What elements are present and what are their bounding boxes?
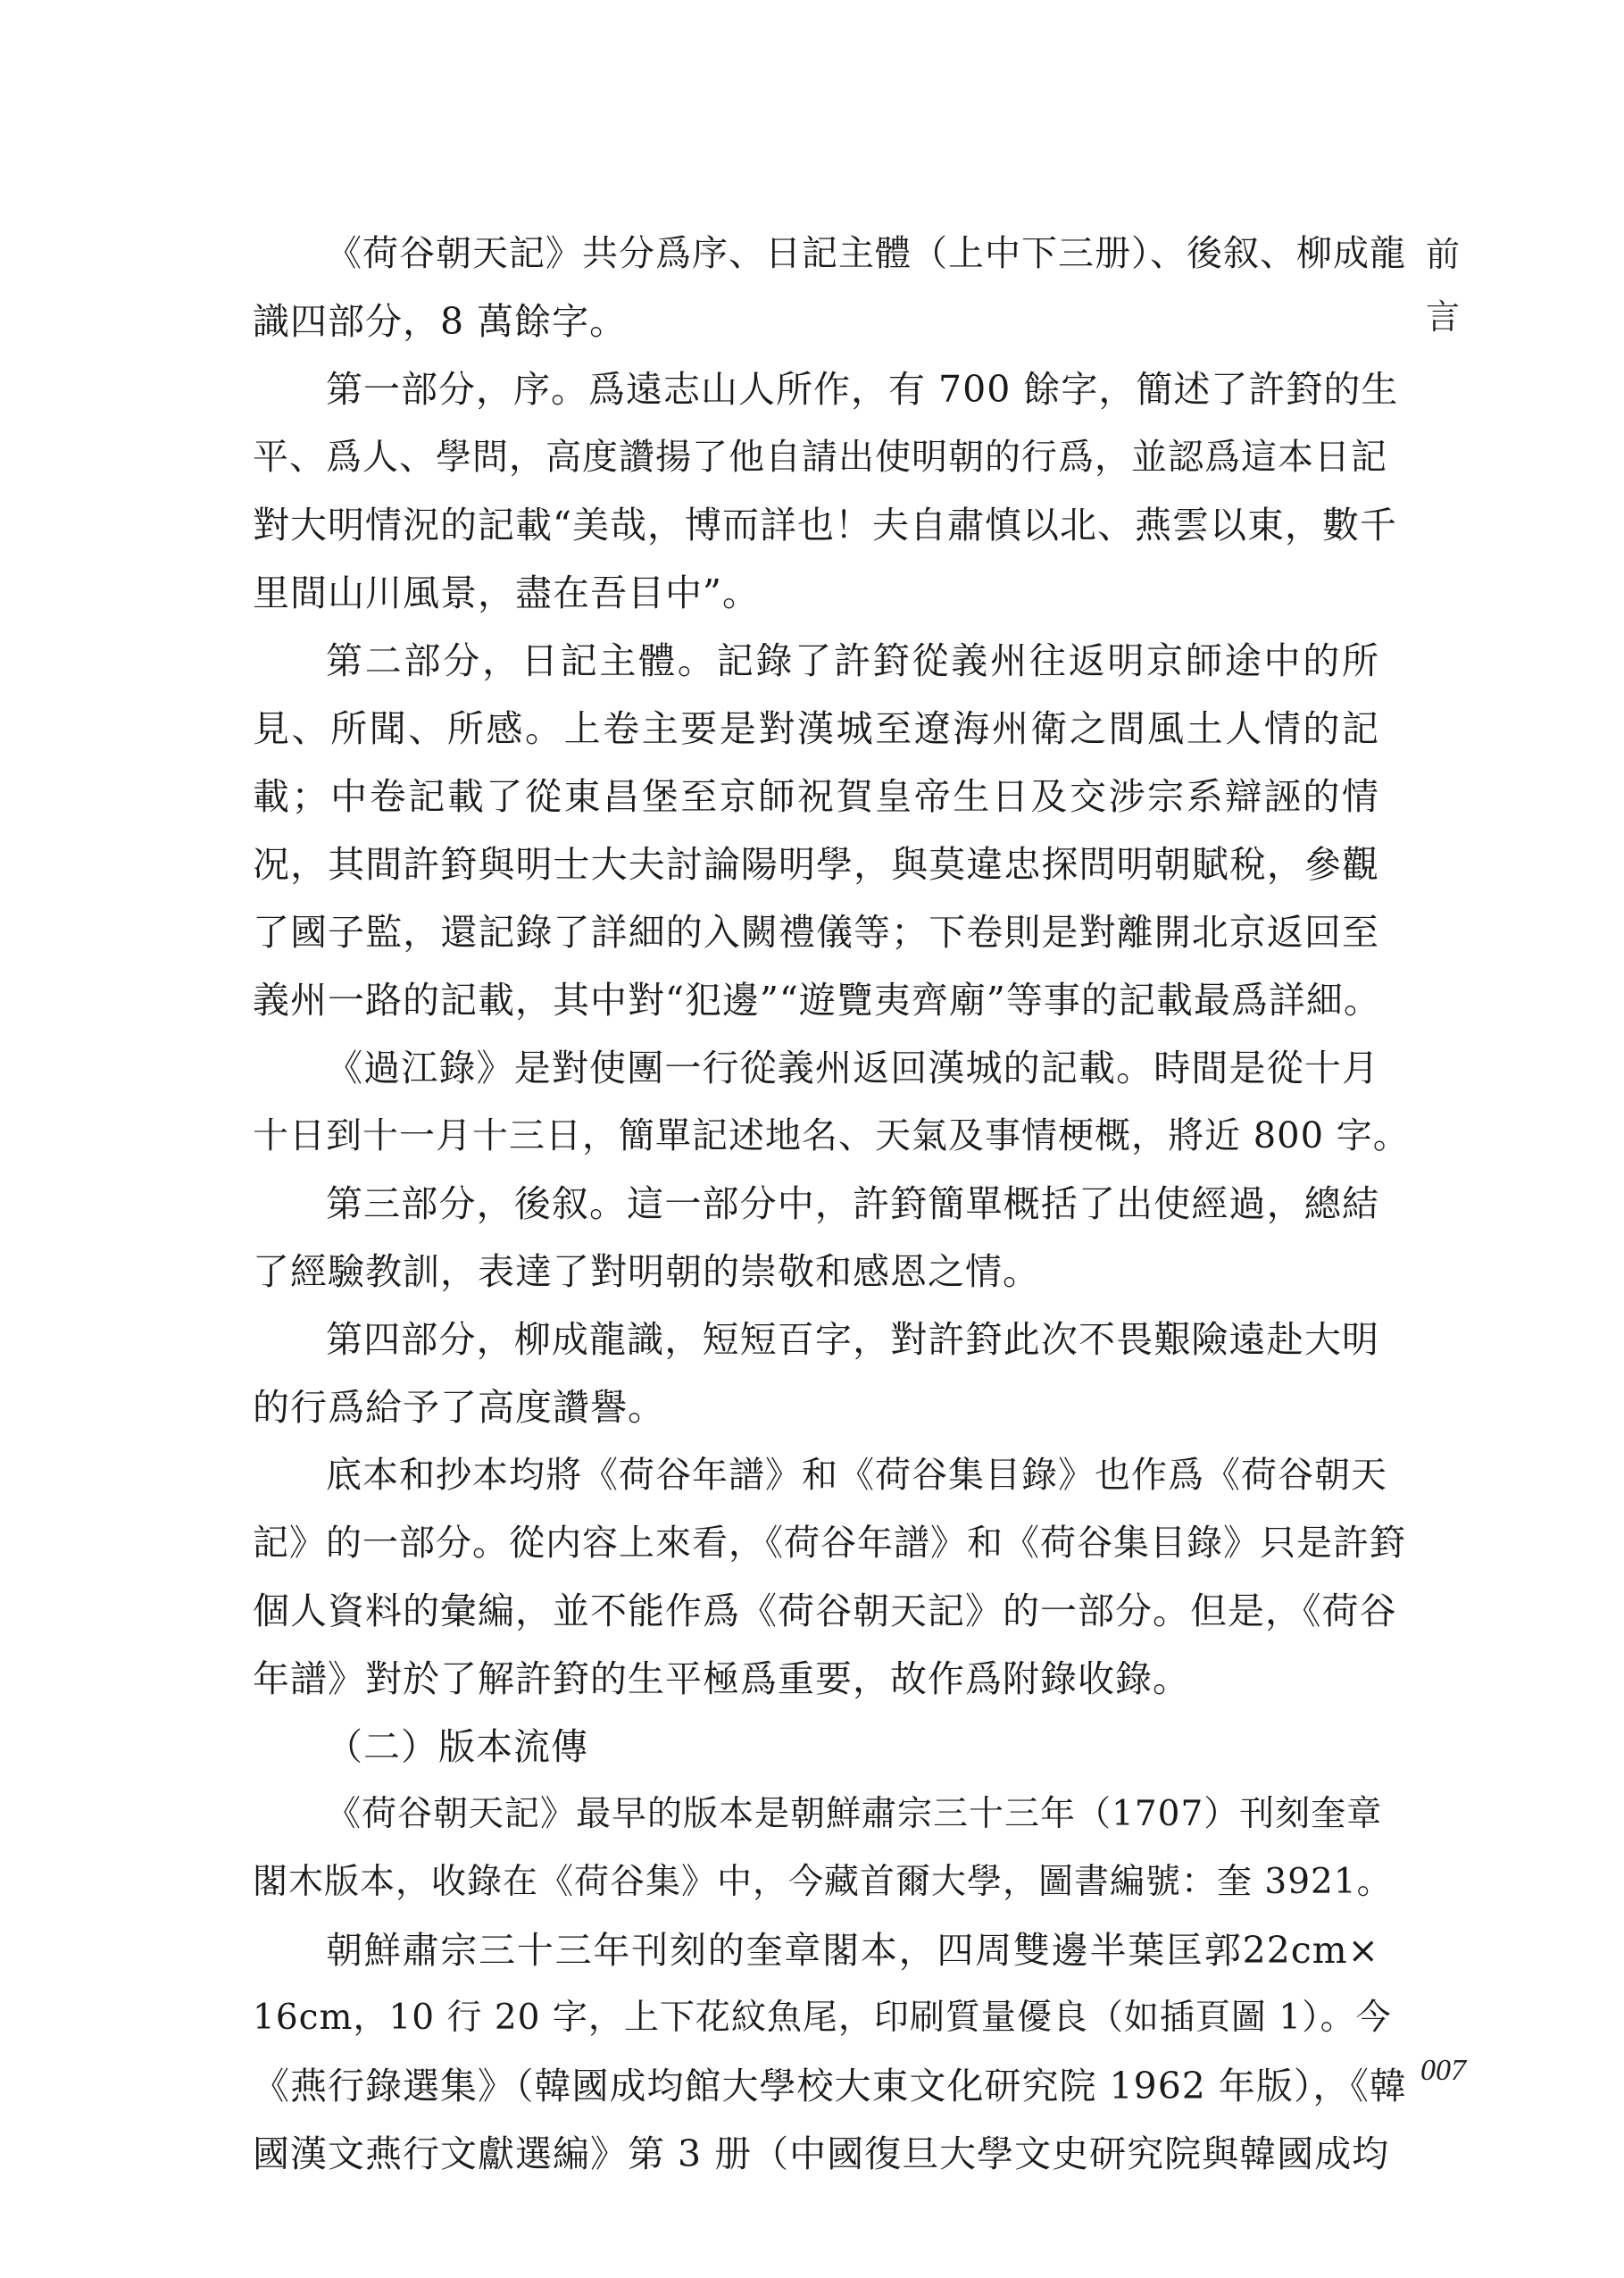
running-header-vertical	[1422, 223, 1463, 348]
text-line: 平、爲人、學問，高度讚揚了他自請出使明朝的行爲，並認爲這本日記	[253, 437, 1387, 478]
text-line: 對大明情況的記載“美哉，博而詳也！夫自肅慎以北、燕雲以東，數千	[253, 504, 1397, 547]
text-line: 《過江錄》是對使團一行從義州返回漢城的記載。時間是從十月	[326, 1047, 1379, 1089]
text-line: 了經驗教訓，表達了對明朝的崇敬和感恩之情。	[253, 1250, 1040, 1293]
text-line: 第二部分，日記主體。記錄了許篈從義州往返明京師途中的所	[326, 639, 1379, 682]
text-line: 《荷谷朝天記》共分爲序、日記主體（上中下三册）、後叙、柳成龍	[326, 233, 1406, 274]
text-line: （二）版本流傳	[326, 1725, 588, 1768]
text-line: 閣木版本，收錄在《荷谷集》中，今藏首爾大學，圖書編號：奎 3921。	[253, 1862, 1393, 1902]
text-line: 年譜》對於了解許篈的生平極爲重要，故作爲附錄收錄。	[253, 1657, 1190, 1700]
text-line: 第四部分，柳成龍識，短短百字，對許篈此次不畏艱險遠赴大明	[326, 1318, 1379, 1361]
text-line: 《荷谷朝天記》最早的版本是朝鮮肅宗三十三年（1707）刊刻奎章	[326, 1794, 1383, 1834]
running-header-char: 言	[1425, 297, 1460, 337]
body-text	[253, 220, 1410, 2188]
page-number: 007	[1420, 2054, 1466, 2087]
text-line: 十日到十一月十三日，簡單記述地名、天氣及事情梗概，將近 800 字。	[253, 1115, 1410, 1156]
text-line: 《燕行錄選集》（韓國成均館大學校大東文化研究院 1962 年版），《韓	[253, 2065, 1407, 2107]
text-line: 記》的一部分。從内容上來看，《荷谷年譜》和《荷谷集目錄》只是許篈	[253, 1523, 1406, 1564]
text-line: 况，其間許篈與明士大夫討論陽明學，與莫違忠探問明朝賦稅，參觀	[253, 843, 1379, 886]
running-header-char: 前	[1425, 235, 1460, 274]
text-line: 底本和抄本均將《荷谷年譜》和《荷谷集目錄》也作爲《荷谷朝天	[326, 1455, 1387, 1496]
text-line: 載；中卷記載了從東昌堡至京師祝賀皇帝生日及交涉宗系辯誣的情	[253, 775, 1379, 818]
text-line: 了國子監，還記錄了詳細的入闕禮儀等；下卷則是對離開北京返回至	[253, 911, 1379, 954]
text-line: 見、所聞、所感。上卷主要是對漢城至遼海州衛之間風土人情的記	[253, 707, 1379, 750]
text-line: 個人資料的彙編，並不能作爲《荷谷朝天記》的一部分。但是，《荷谷	[253, 1590, 1397, 1632]
text-line: 國漢文燕行文獻選編》第 3 册（中國復旦大學文史研究院與韓國成均	[253, 2132, 1390, 2175]
text-line: 朝鮮肅宗三十三年刊刻的奎章閣本，四周雙邊半葉匡郭22cm×	[326, 1929, 1379, 1972]
text-line: 里間山川風景，盡在吾目中”。	[253, 572, 760, 614]
text-line: 第三部分，後叙。這一部分中，許篈簡單概括了出使經過，總結	[326, 1182, 1379, 1225]
text-line: 16cm，10 行 20 字，上下花紋魚尾，印刷質量優良（如插頁圖 1）。今	[253, 1998, 1392, 2038]
text-line: 識四部分，8 萬餘字。	[253, 300, 628, 343]
text-line: 的行爲給予了高度讚譽。	[253, 1386, 665, 1429]
text-line: 義州一路的記載，其中對“犯邊”“遊覽夷齊廟”等事的記載最爲詳細。	[253, 979, 1381, 1022]
text-line: 第一部分，序。爲遠志山人所作，有 700 餘字，簡述了許篈的生	[326, 368, 1399, 411]
